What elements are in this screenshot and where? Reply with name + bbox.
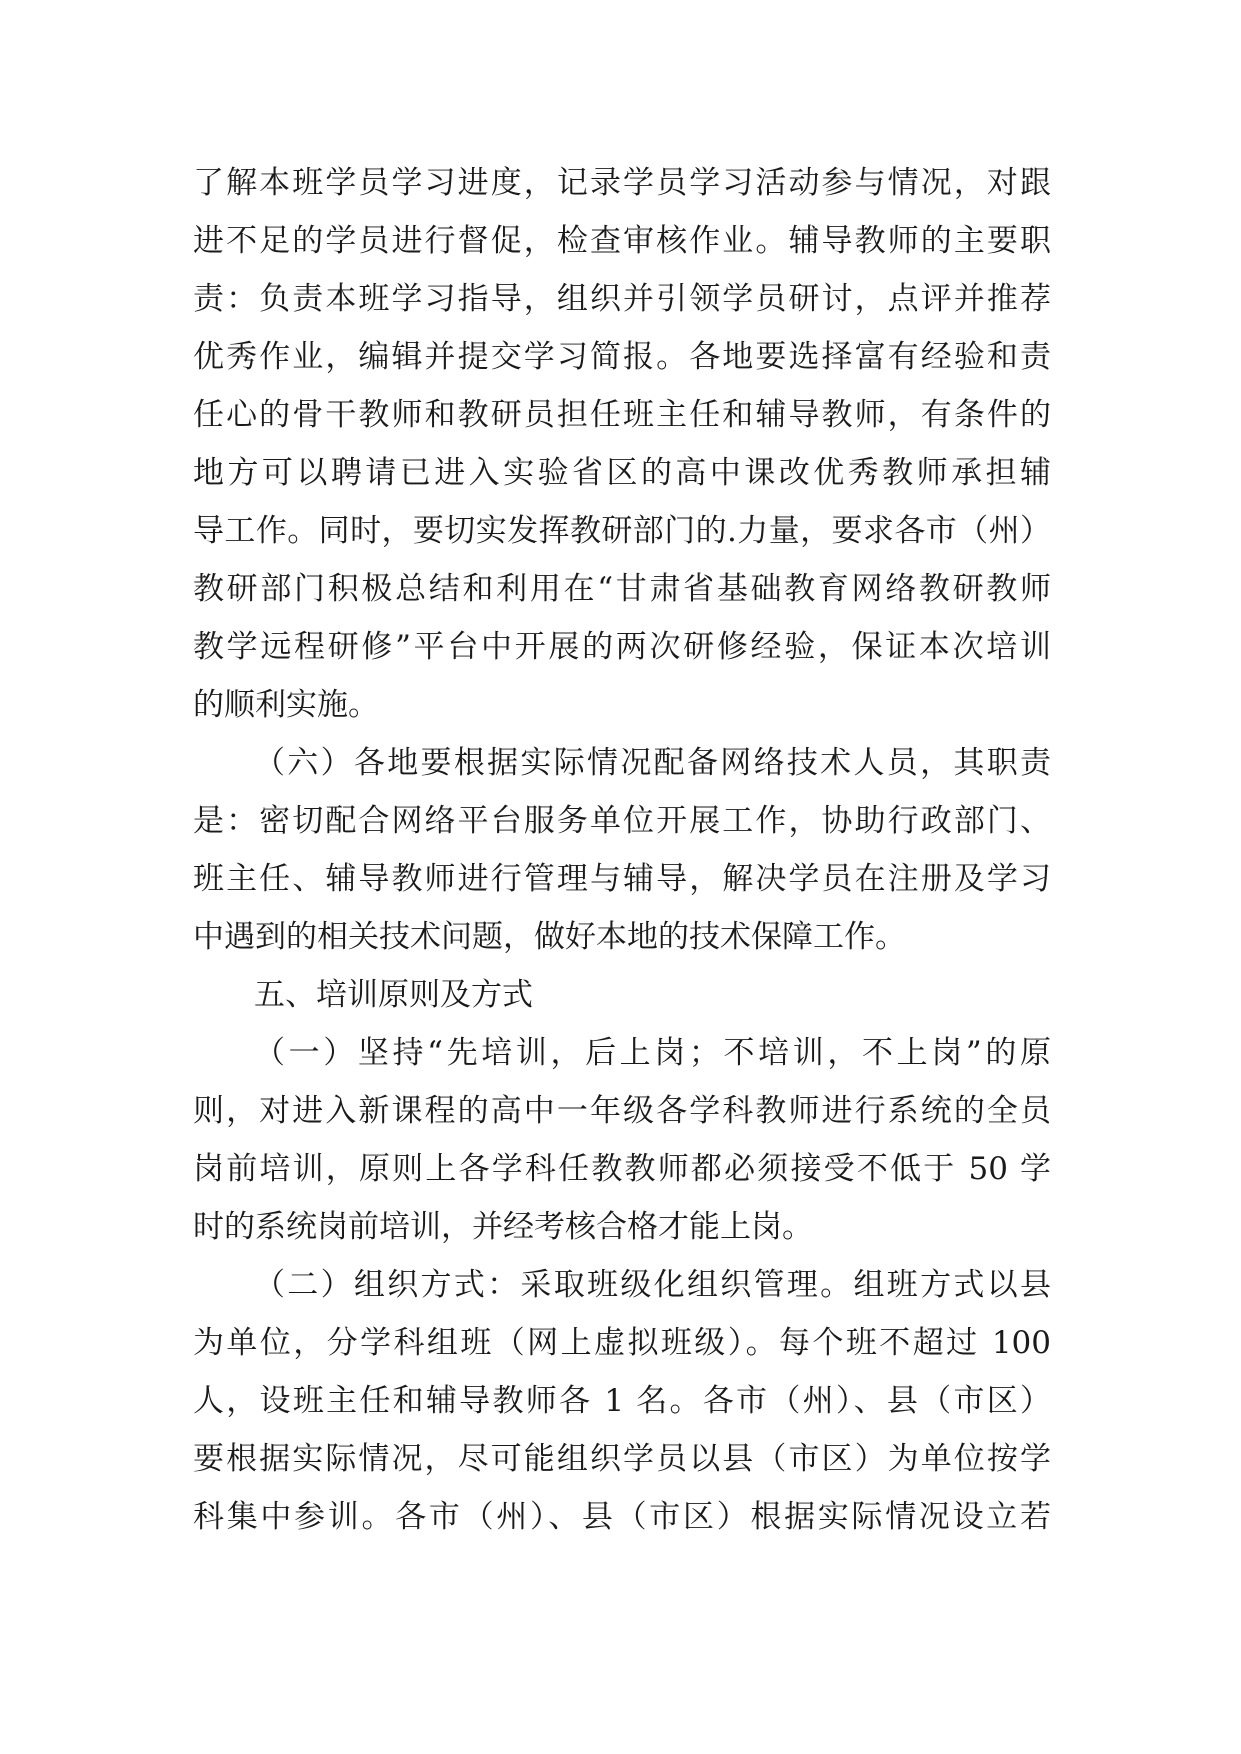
text-line: 教研部门积极总结和利用在“甘肃省基础教育网络教研教师 (193, 571, 1051, 607)
text-line: 班主任、辅导教师进行管理与辅导，解决学员在注册及学习 (193, 861, 1051, 897)
text-line: 任心的骨干教师和教研员担任班主任和辅导教师，有条件的 (193, 397, 1051, 433)
text-line: 责：负责本班学习指导，组织并引领学员研讨，点评并推荐 (193, 281, 1051, 317)
text-line: 要根据实际情况，尽可能组织学员以县（市区）为单位按学 (193, 1441, 1051, 1477)
text-line: 中遇到的相关技术问题，做好本地的技术保障工作。 (193, 919, 906, 955)
paragraph-first-line: （二）组织方式：采取班级化组织管理。组班方式以县 (254, 1267, 1051, 1303)
text-line: 为单位，分学科组班（网上虚拟班级）。每个班不超过 100 (193, 1325, 1051, 1361)
text-line: 时的系统岗前培训，并经考核合格才能上岗。 (193, 1209, 813, 1245)
text-line: 进不足的学员进行督促，检查审核作业。辅导教师的主要职 (193, 223, 1051, 259)
paragraph-first-line: （六）各地要根据实际情况配备网络技术人员，其职责 (254, 745, 1051, 781)
text-line: 则，对进入新课程的高中一年级各学科教师进行系统的全员 (193, 1093, 1051, 1129)
text-line: 人，设班主任和辅导教师各 1 名。各市（州）、县（市区） (193, 1383, 1051, 1419)
text-line: 导工作。同时，要切实发挥教研部门的.力量，要求各市（州） (193, 513, 1051, 549)
text-line: 是：密切配合网络平台服务单位开展工作，协助行政部门、 (193, 803, 1051, 839)
text-line: 地方可以聘请已进入实验省区的高中课改优秀教师承担辅 (193, 455, 1051, 491)
text-line: 科集中参训。各市（州）、县（市区）根据实际情况设立若 (193, 1499, 1051, 1535)
text-line: 优秀作业，编辑并提交学习简报。各地要选择富有经验和责 (193, 339, 1051, 375)
text-line: 的顺利实施。 (193, 687, 379, 723)
text-line: 了解本班学员学习进度，记录学员学习活动参与情况，对跟 (193, 165, 1051, 201)
text-line: 教学远程研修”平台中开展的两次研修经验，保证本次培训 (193, 629, 1051, 665)
text-line: 岗前培训，原则上各学科任教教师都必须接受不低于 50 学 (193, 1151, 1051, 1187)
section-heading: 五、培训原则及方式 (254, 977, 533, 1013)
paragraph-first-line: （一）坚持“先培训，后上岗；不培训，不上岗”的原 (254, 1035, 1051, 1071)
